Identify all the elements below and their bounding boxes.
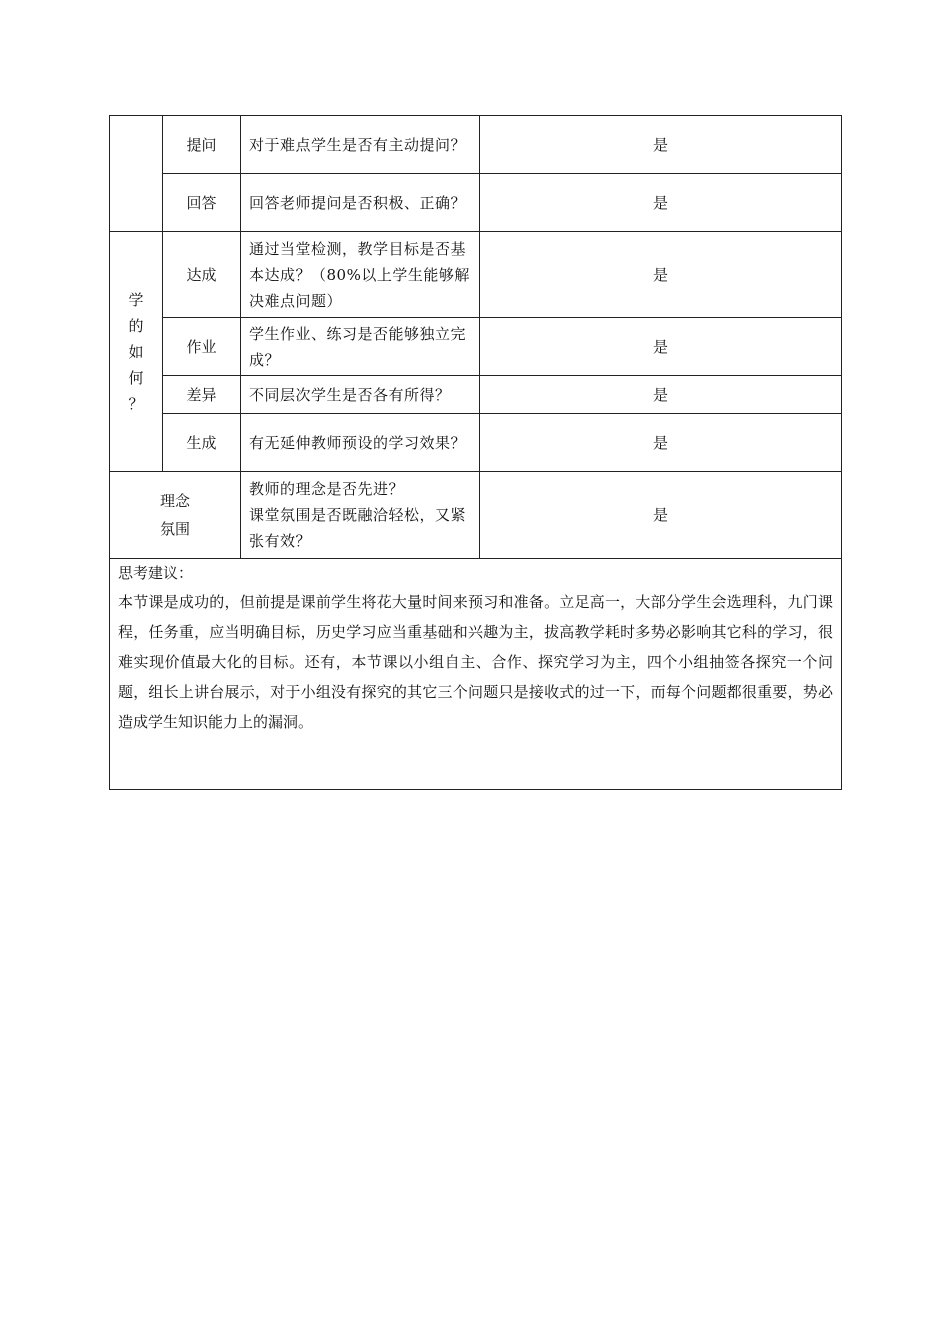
question-cell: 回答老师提问是否积极、正确？ — [241, 174, 480, 232]
notes-body: 本节课是成功的，但前提是课前学生将花大量时间来预习和准备。立足高一，大部分学生会选理科，九门课程，任务重，应当明确目标，历史学习应当重基础和兴趣为主，拔高教学耗时多势必影响其它科的学习，很难实现价值最大化的目标。还有，本节课以小组自主、合作、探究学习为主，四个小组抽签各探究一个问题，组长上讲台展示，对于小组没有探究的其它三个问题只是接收式的过一下，而每个问题都很重要，势必造成学生知识能力上的漏洞。 — [118, 593, 833, 731]
table-row — [110, 376, 842, 414]
sub-category-cell: 达成 — [163, 232, 241, 318]
question-cell: 不同层次学生是否各有所得？ — [241, 376, 480, 414]
category-char: 的 — [128, 316, 144, 335]
sub-category-cell: 回答 — [163, 174, 241, 232]
table-row — [110, 559, 842, 790]
table-row — [110, 116, 842, 174]
notes-title: 思考建议： — [118, 564, 194, 582]
question-cell — [241, 472, 480, 559]
answer-cell: 是 — [480, 116, 842, 174]
table-row — [110, 414, 842, 472]
question-cell: 学生作业、练习是否能够独立完成？ — [241, 318, 480, 376]
concept-category-cell — [110, 472, 241, 559]
category-char: 如 — [128, 342, 144, 361]
question-line: 教师的理念是否先进？ — [249, 480, 405, 498]
category-line: 氛围 — [159, 520, 190, 538]
learning-category-cell — [110, 232, 163, 472]
category-line: 理念 — [159, 492, 190, 510]
sub-category-cell: 差异 — [163, 376, 241, 414]
table-row — [110, 318, 842, 376]
sub-category-cell: 提问 — [163, 116, 241, 174]
category-char: ？ — [128, 394, 144, 413]
notes-cell — [110, 559, 842, 790]
evaluation-table — [109, 115, 842, 790]
question-cell: 通过当堂检测，教学目标是否基本达成？（80%以上学生能够解决难点问题） — [241, 232, 480, 318]
category-char: 学 — [128, 290, 144, 309]
sub-category-cell: 生成 — [163, 414, 241, 472]
answer-cell: 是 — [480, 232, 842, 318]
category-char: 何 — [128, 368, 144, 387]
question-cell: 对于难点学生是否有主动提问？ — [241, 116, 480, 174]
answer-cell: 是 — [480, 414, 842, 472]
answer-cell: 是 — [480, 472, 842, 559]
table-row — [110, 174, 842, 232]
table-row — [110, 472, 842, 559]
answer-cell: 是 — [480, 318, 842, 376]
sub-category-cell: 作业 — [163, 318, 241, 376]
answer-cell: 是 — [480, 174, 842, 232]
table-row — [110, 232, 842, 318]
question-cell: 有无延伸教师预设的学习效果？ — [241, 414, 480, 472]
answer-cell: 是 — [480, 376, 842, 414]
question-line: 课堂氛围是否既融洽轻松，又紧张有效？ — [249, 506, 467, 550]
empty-category-cell — [110, 116, 163, 232]
